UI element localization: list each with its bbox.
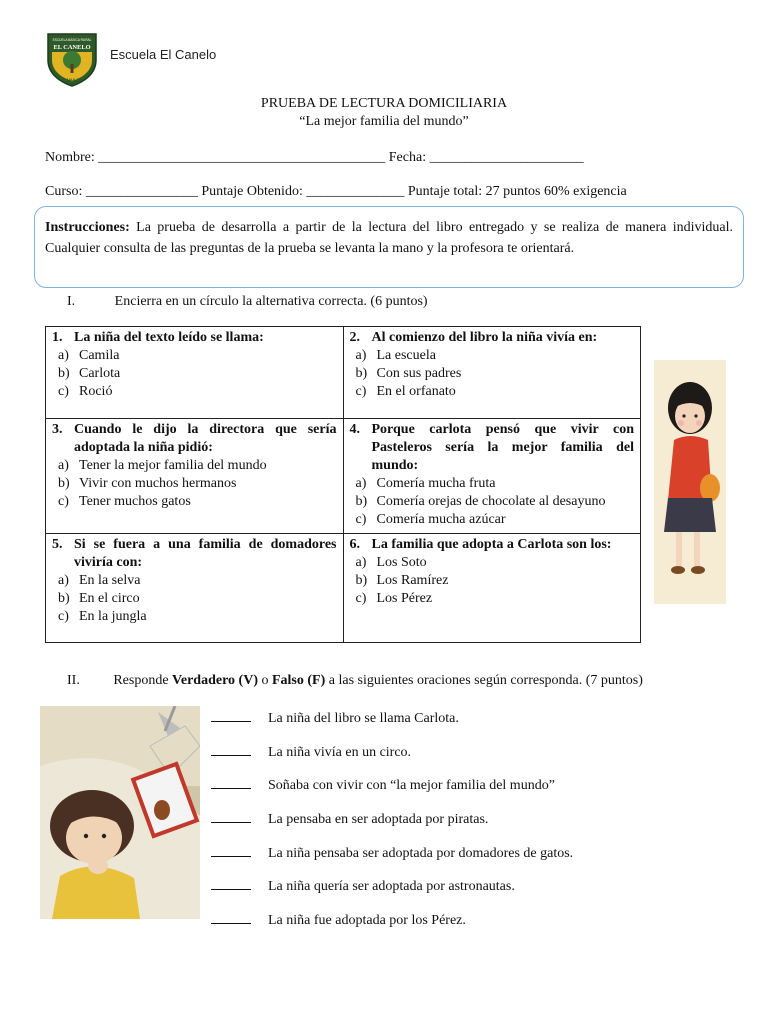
option[interactable]: c) Roció: [58, 384, 113, 399]
option[interactable]: b) Vivir con muchos hermanos: [58, 476, 237, 491]
test-title: PRUEBA DE LECTURA DOMICILIARIA: [260, 96, 508, 111]
question-text: La niña del texto leído se llama:: [74, 330, 264, 345]
course-label: Curso:: [45, 184, 83, 199]
section-1-text: Encierra en un círculo la alternativa correcta. (6 puntos): [114, 294, 428, 309]
instructions-text: La prueba de desarrolla a partir de la lectura del libro entregado y se realiza de manera individual. Cualquier consulta de las preguntas de la prueba se levanta la mano y la profesora te orientará.: [45, 220, 733, 256]
answer-blank[interactable]: [211, 909, 251, 924]
girl-bed-illustration: [40, 706, 200, 919]
section-2-text: Responde Verdadero (V) o Falso (F) a las siguientes oraciones según corresponda. (7 puntos): [113, 673, 643, 688]
statement-row: [211, 741, 731, 775]
option[interactable]: a) Tener la mejor familia del mundo: [58, 458, 267, 473]
question-number: 3.: [52, 422, 63, 437]
option[interactable]: b) Con sus padres: [355, 366, 462, 381]
section-1-heading: [67, 294, 428, 310]
name-field[interactable]: _________________________________________: [98, 150, 386, 165]
score-obtained-field[interactable]: ______________: [306, 184, 405, 199]
question-number: 2.: [349, 330, 360, 345]
logo-bottom-text: MAULE: [64, 77, 80, 82]
answer-blank[interactable]: [211, 808, 251, 823]
girl-standing-illustration: [654, 360, 726, 604]
question-6: [343, 534, 641, 643]
option[interactable]: c) Tener muchos gatos: [58, 494, 191, 509]
answer-blank[interactable]: [211, 741, 251, 756]
instructions-box: [34, 206, 744, 288]
statement-text: La niña pensaba ser adoptada por domadores de gatos.: [268, 845, 574, 861]
answer-blank[interactable]: [211, 707, 251, 722]
date-field[interactable]: ______________________: [429, 150, 584, 165]
name-date-line: [45, 150, 584, 166]
answer-blank[interactable]: [211, 842, 251, 857]
question-text: Al comienzo del libro la niña vivía en:: [371, 330, 598, 345]
question-number: 5.: [52, 537, 63, 552]
answer-blank[interactable]: [211, 774, 251, 789]
option[interactable]: a) Camila: [58, 348, 120, 363]
school-logo: [44, 30, 100, 88]
statement-row: [211, 842, 731, 876]
statement-text: La niña del libro se llama Carlota.: [268, 711, 459, 726]
option[interactable]: b) Comería orejas de chocolate al desayuno: [355, 494, 606, 509]
section-1-number: I.: [67, 294, 76, 309]
statement-row: [211, 774, 731, 808]
option[interactable]: b) En el circo: [58, 591, 140, 606]
answer-blank[interactable]: [211, 875, 251, 890]
name-label: Nombre:: [45, 150, 95, 165]
statement-text: La niña quería ser adoptada por astronautas.: [268, 879, 515, 895]
section-2-heading: [67, 673, 643, 689]
option[interactable]: c) Comería mucha azúcar: [355, 512, 506, 527]
statement-text: Soñaba con vivir con “la mejor familia del mundo”: [268, 778, 555, 794]
option[interactable]: a) La escuela: [355, 348, 436, 363]
question-number: 4.: [349, 422, 360, 437]
question-5: [46, 534, 344, 643]
option[interactable]: a) Comería mucha fruta: [355, 476, 496, 491]
statement-text: La niña vivía en un circo.: [268, 744, 412, 760]
statement-row: [211, 808, 731, 842]
question-2: [343, 327, 641, 419]
option[interactable]: c) Los Pérez: [355, 591, 433, 606]
book-title: “La mejor familia del mundo”: [299, 114, 469, 129]
statement-row: [211, 875, 731, 909]
statement-text: La pensaba en ser adoptada por piratas.: [268, 812, 489, 828]
true-false-list: [211, 707, 731, 943]
option[interactable]: c) En la jungla: [58, 609, 147, 624]
question-text: La familia que adopta a Carlota son los:: [371, 537, 612, 552]
question-3: [46, 419, 344, 534]
question-number: 1.: [52, 330, 63, 345]
option[interactable]: b) Carlota: [58, 366, 121, 381]
total-score: Puntaje total: 27 puntos 60% exigencia: [407, 184, 627, 199]
option[interactable]: a) Los Soto: [355, 555, 427, 570]
statement-text: La niña fue adoptada por los Pérez.: [268, 913, 466, 929]
option[interactable]: c) En el orfanato: [355, 384, 456, 399]
date-label: Fecha:: [388, 150, 427, 165]
question-text: Cuando le dijo la directora que sería adoptada la niña pidió:: [74, 422, 337, 455]
questions-table: [45, 326, 641, 643]
question-text: Si se fuera a una familia de domadores viviría con:: [74, 537, 337, 570]
score-obtained-label: Puntaje Obtenido:: [201, 184, 303, 199]
logo-main-text: EL CANELO: [53, 44, 91, 51]
logo-small-text: ESCUELA BÁSICA RURAL: [52, 38, 92, 42]
question-number: 6.: [349, 537, 360, 552]
instructions-label: Instrucciones:: [45, 220, 130, 235]
course-field[interactable]: ________________: [85, 184, 198, 199]
section-2-number: II.: [67, 673, 80, 688]
question-1: [46, 327, 344, 419]
question-4: [343, 419, 641, 534]
statement-row: [211, 707, 731, 741]
statement-row: [211, 909, 731, 943]
option[interactable]: b) Los Ramírez: [355, 573, 449, 588]
school-name: Escuela El Canelo: [110, 47, 217, 62]
question-text: Porque carlota pensó que vivir con Pasteleros sería la mejor familia del mundo:: [371, 422, 634, 473]
course-score-line: [45, 184, 627, 200]
option[interactable]: a) En la selva: [58, 573, 141, 588]
